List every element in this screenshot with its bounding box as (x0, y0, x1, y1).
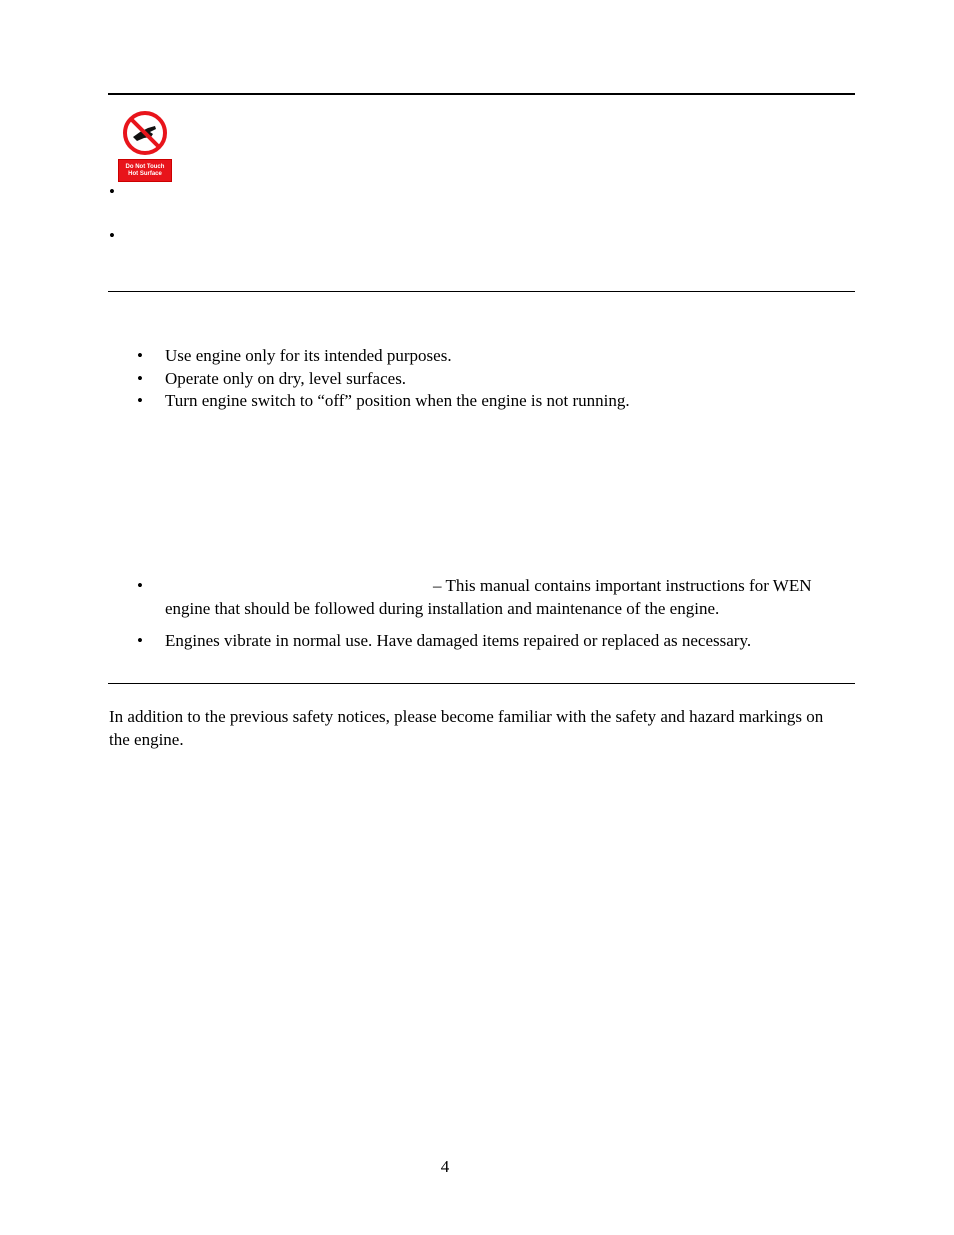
no-touch-hand-icon (122, 110, 168, 156)
list-item (0, 345, 855, 368)
list-item-text: Engines vibrate in normal use. Have damaged items repaired or replaced as necessary. (165, 631, 752, 650)
section-divider-top (108, 93, 855, 95)
list-item-text: Use engine only for its intended purposes. (165, 346, 452, 365)
page-number: 4 (440, 1157, 450, 1176)
sign-label-line2: Hot Surface (128, 170, 162, 177)
list-item-text: Operate only on dry, level surfaces. (165, 368, 407, 388)
list-item-text: – This manual contains important instructions for WEN engine that should be followed during installation and maintenance of the engine. (165, 576, 812, 618)
bullet-marker: • (137, 368, 143, 388)
safety-markings-paragraph: In addition to the previous safety notices, please become familiar with the safety and hazard markings on the engine. (109, 707, 824, 749)
hot-surface-label (118, 159, 172, 182)
bullet-marker: • (109, 226, 115, 245)
list-item (0, 575, 855, 620)
sign-label-line1: Do Not Touch (125, 163, 165, 170)
section-divider (108, 291, 855, 292)
section-divider (108, 683, 855, 684)
bullet-marker: • (137, 576, 143, 595)
list-item (0, 368, 855, 391)
operation-safety-list (0, 345, 855, 413)
list-item (0, 630, 855, 653)
bullet-marker: • (137, 391, 143, 410)
list-item (0, 390, 855, 413)
maintenance-safety-list (0, 575, 855, 653)
bullet-marker: • (137, 631, 143, 650)
bullet-marker: • (137, 346, 143, 365)
bullet-marker: • (109, 182, 115, 201)
list-item-text: Turn engine switch to “off” position when the engine is not running. (165, 391, 630, 410)
hot-surface-warning-sign (118, 110, 172, 182)
